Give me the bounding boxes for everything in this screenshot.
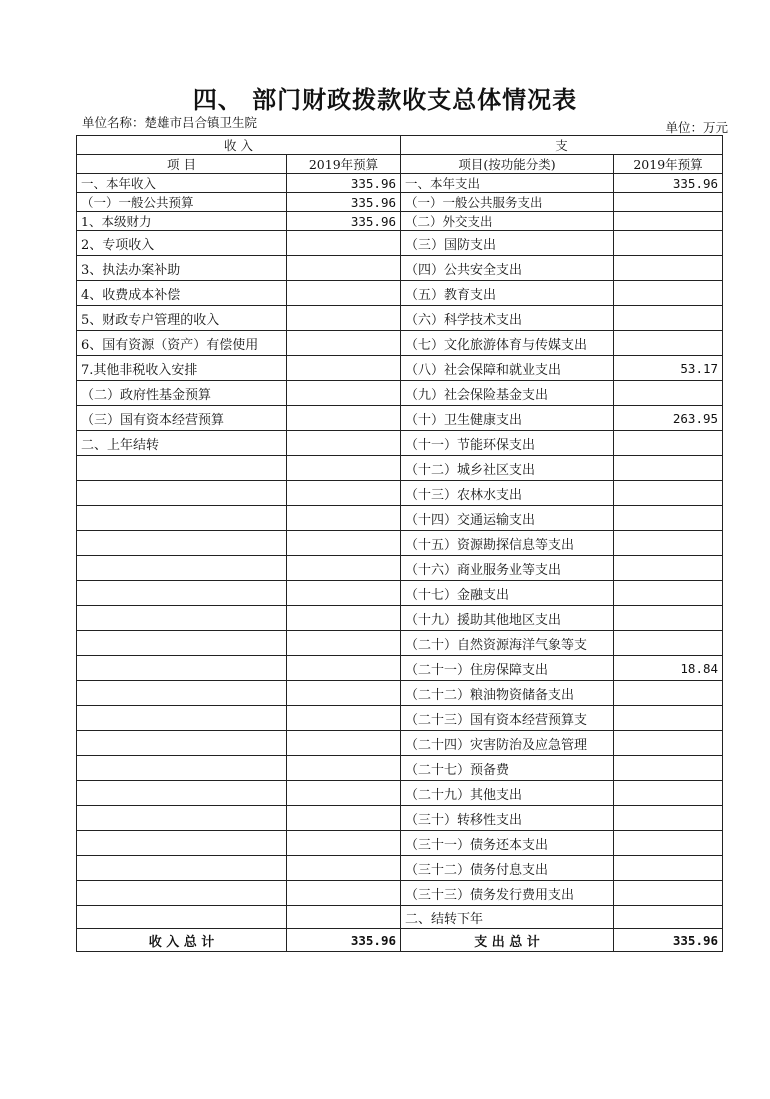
income-value-cell: [287, 256, 401, 281]
expense-value-cell: [614, 281, 723, 306]
table-row: [77, 831, 723, 856]
income-value-cell: [287, 731, 401, 756]
income-value-cell: [287, 706, 401, 731]
expense-item-cell: （三十）转移性支出: [401, 806, 614, 831]
table-row: [77, 174, 723, 193]
income-value-cell: [287, 481, 401, 506]
totals-row: [77, 929, 723, 952]
income-item-cell: 3、执法办案补助: [77, 256, 287, 281]
expense-item-cell: （三）国防支出: [401, 231, 614, 256]
table-row: [77, 631, 723, 656]
income-value-cell: 335.96: [287, 193, 401, 212]
expense-value-cell: [614, 606, 723, 631]
expense-value-cell: [614, 881, 723, 906]
expense-value-cell: [614, 631, 723, 656]
income-value-cell: [287, 806, 401, 831]
income-item-cell: 一、本年收入: [77, 174, 287, 193]
expense-item-cell: （一）一般公共服务支出: [401, 193, 614, 212]
income-item-cell: [77, 481, 287, 506]
income-value-cell: [287, 881, 401, 906]
expense-value-cell: [614, 506, 723, 531]
income-item-cell: [77, 906, 287, 929]
income-item-cell: [77, 756, 287, 781]
table-row: [77, 581, 723, 606]
income-item-cell: 7.其他非税收入安排: [77, 356, 287, 381]
unit-name: 单位名称：楚雄市吕合镇卫生院: [82, 115, 258, 130]
income-value-cell: [287, 556, 401, 581]
table-row: [77, 881, 723, 906]
expense-value-cell: [614, 193, 723, 212]
expense-item-cell: （十）卫生健康支出: [401, 406, 614, 431]
income-value-cell: [287, 831, 401, 856]
expense-value-cell: [614, 681, 723, 706]
table-row: [77, 231, 723, 256]
table-row: [77, 781, 723, 806]
expense-value-cell: [614, 212, 723, 231]
income-value-cell: [287, 281, 401, 306]
expense-item-cell: （七）文化旅游体育与传媒支出: [401, 331, 614, 356]
table-header-group: [77, 136, 723, 155]
table-row: [77, 506, 723, 531]
income-value-cell: 335.96: [287, 212, 401, 231]
income-item-cell: [77, 806, 287, 831]
income-item-cell: （二）政府性基金预算: [77, 381, 287, 406]
income-header: 收 入: [77, 136, 401, 155]
income-value-cell: [287, 656, 401, 681]
expense-value-cell: [614, 856, 723, 881]
income-budget-header: 2019年预算: [287, 155, 401, 174]
income-item-cell: [77, 731, 287, 756]
income-item-cell: 1、本级财力: [77, 212, 287, 231]
expense-item-cell: （六）科学技术支出: [401, 306, 614, 331]
table-row: [77, 281, 723, 306]
expense-value-cell: [614, 231, 723, 256]
expense-item-cell: （十一）节能环保支出: [401, 431, 614, 456]
expense-item-cell: （十七）金融支出: [401, 581, 614, 606]
expense-item-cell: （二十三）国有资本经营预算支: [401, 706, 614, 731]
expense-value-cell: [614, 781, 723, 806]
table-row: [77, 381, 723, 406]
table-row: [77, 531, 723, 556]
expense-item-header: 项目(按功能分类): [401, 155, 614, 174]
expense-item-cell: （三十二）债务付息支出: [401, 856, 614, 881]
table-row: [77, 456, 723, 481]
income-item-header: 项 目: [77, 155, 287, 174]
income-value-cell: [287, 331, 401, 356]
expense-header: 支: [401, 136, 723, 155]
table-row: [77, 556, 723, 581]
table-row: [77, 906, 723, 929]
table-row: [77, 681, 723, 706]
income-item-cell: [77, 681, 287, 706]
income-item-cell: 2、专项收入: [77, 231, 287, 256]
expense-item-cell: （五）教育支出: [401, 281, 614, 306]
income-value-cell: [287, 856, 401, 881]
income-value-cell: [287, 306, 401, 331]
expense-item-cell: （二十七）预备费: [401, 756, 614, 781]
income-value-cell: [287, 756, 401, 781]
income-item-cell: 二、上年结转: [77, 431, 287, 456]
expense-item-cell: （三十三）债务发行费用支出: [401, 881, 614, 906]
budget-table: [76, 135, 723, 952]
expense-value-cell: [614, 456, 723, 481]
unit-label: 单位：万元: [665, 120, 728, 135]
income-item-cell: [77, 656, 287, 681]
income-item-cell: [77, 631, 287, 656]
table-row: [77, 212, 723, 231]
table-row: [77, 706, 723, 731]
table-row: [77, 731, 723, 756]
expense-budget-header: 2019年预算: [614, 155, 723, 174]
income-value-cell: [287, 356, 401, 381]
expense-item-cell: （二十九）其他支出: [401, 781, 614, 806]
expense-item-cell: 二、结转下年: [401, 906, 614, 929]
income-value-cell: [287, 581, 401, 606]
table-row: [77, 356, 723, 381]
expense-value-cell: [614, 706, 723, 731]
expense-value-cell: [614, 381, 723, 406]
expense-value-cell: [614, 306, 723, 331]
income-value-cell: [287, 456, 401, 481]
income-value-cell: [287, 406, 401, 431]
income-item-cell: 4、收费成本补偿: [77, 281, 287, 306]
income-item-cell: [77, 581, 287, 606]
expense-item-cell: （二十）自然资源海洋气象等支: [401, 631, 614, 656]
table-header-columns: [77, 155, 723, 174]
income-item-cell: （一）一般公共预算: [77, 193, 287, 212]
income-value-cell: [287, 681, 401, 706]
income-item-cell: [77, 506, 287, 531]
page-title: 四、 部门财政拨款收支总体情况表: [192, 85, 578, 114]
income-item-cell: [77, 781, 287, 806]
income-item-cell: 6、国有资源（资产）有偿使用: [77, 331, 287, 356]
income-total-value: 335.96: [287, 929, 401, 952]
table-row: [77, 806, 723, 831]
income-value-cell: [287, 606, 401, 631]
expense-item-cell: （十三）农林水支出: [401, 481, 614, 506]
table-row: [77, 431, 723, 456]
expense-item-cell: （三十一）债务还本支出: [401, 831, 614, 856]
table-row: [77, 606, 723, 631]
expense-total-label: 支 出 总 计: [401, 929, 614, 952]
expense-value-cell: [614, 481, 723, 506]
income-value-cell: [287, 781, 401, 806]
income-value-cell: [287, 906, 401, 929]
income-item-cell: [77, 556, 287, 581]
expense-value-cell: [614, 831, 723, 856]
income-item-cell: （三）国有资本经营预算: [77, 406, 287, 431]
expense-value-cell: [614, 806, 723, 831]
income-item-cell: [77, 706, 287, 731]
income-value-cell: [287, 231, 401, 256]
expense-value-cell: [614, 531, 723, 556]
table-row: [77, 306, 723, 331]
expense-value-cell: [614, 906, 723, 929]
income-value-cell: [287, 381, 401, 406]
income-total-label: 收 入 总 计: [77, 929, 287, 952]
table-row: [77, 406, 723, 431]
table-row: [77, 756, 723, 781]
expense-item-cell: （十五）资源勘探信息等支出: [401, 531, 614, 556]
income-value-cell: [287, 531, 401, 556]
expense-value-cell: 263.95: [614, 406, 723, 431]
expense-total-value: 335.96: [614, 929, 723, 952]
expense-item-cell: （二十二）粮油物资储备支出: [401, 681, 614, 706]
income-value-cell: 335.96: [287, 174, 401, 193]
expense-item-cell: （四）公共安全支出: [401, 256, 614, 281]
expense-item-cell: （二十一）住房保障支出: [401, 656, 614, 681]
expense-value-cell: [614, 731, 723, 756]
expense-value-cell: 18.84: [614, 656, 723, 681]
table-row: [77, 193, 723, 212]
expense-value-cell: [614, 331, 723, 356]
income-item-cell: [77, 606, 287, 631]
expense-item-cell: （八）社会保障和就业支出: [401, 356, 614, 381]
income-item-cell: [77, 531, 287, 556]
income-item-cell: 5、财政专户管理的收入: [77, 306, 287, 331]
expense-item-cell: （十四）交通运输支出: [401, 506, 614, 531]
expense-item-cell: （二十四）灾害防治及应急管理: [401, 731, 614, 756]
income-item-cell: [77, 456, 287, 481]
table-row: [77, 331, 723, 356]
income-item-cell: [77, 831, 287, 856]
expense-item-cell: （二）外交支出: [401, 212, 614, 231]
table-row: [77, 256, 723, 281]
expense-value-cell: [614, 431, 723, 456]
income-item-cell: [77, 881, 287, 906]
table-row: [77, 856, 723, 881]
income-value-cell: [287, 506, 401, 531]
expense-value-cell: [614, 581, 723, 606]
income-item-cell: [77, 856, 287, 881]
income-value-cell: [287, 631, 401, 656]
expense-value-cell: 53.17: [614, 356, 723, 381]
expense-item-cell: （十二）城乡社区支出: [401, 456, 614, 481]
table-row: [77, 656, 723, 681]
expense-value-cell: [614, 756, 723, 781]
expense-item-cell: （九）社会保险基金支出: [401, 381, 614, 406]
expense-item-cell: （十六）商业服务业等支出: [401, 556, 614, 581]
table-row: [77, 481, 723, 506]
expense-value-cell: [614, 556, 723, 581]
income-value-cell: [287, 431, 401, 456]
expense-value-cell: [614, 256, 723, 281]
expense-item-cell: 一、本年支出: [401, 174, 614, 193]
expense-value-cell: 335.96: [614, 174, 723, 193]
expense-item-cell: （十九）援助其他地区支出: [401, 606, 614, 631]
